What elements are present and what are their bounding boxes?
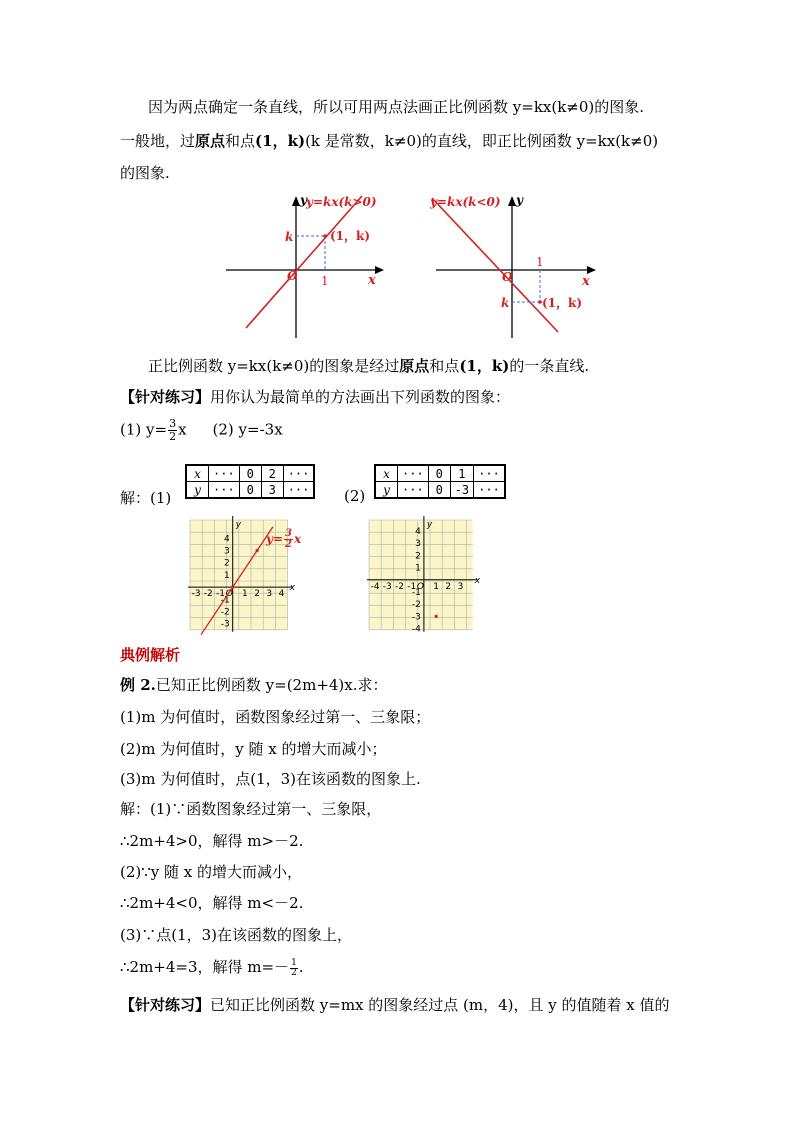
summary-text: 和点 (429, 357, 460, 375)
k-label: k (501, 296, 510, 310)
fraction-den: 2 (169, 430, 177, 443)
x-axis-label: x (474, 575, 481, 586)
x-label: x (368, 273, 376, 288)
table-cell: 3 (261, 482, 283, 499)
x-axis-arrow (375, 266, 384, 274)
table-row-x (186, 465, 314, 482)
x-axis-arrow (587, 266, 596, 274)
y-label-left: y (300, 193, 307, 207)
solution-s6 (120, 956, 304, 978)
x-tick-label: 2 (254, 589, 260, 600)
solution-s6-text: ∴2m+4=3，解得 m=－ (120, 958, 290, 976)
x-axis-label: x (289, 583, 295, 594)
y-tick-label: 1 (415, 563, 421, 574)
grid-graph-2 (362, 517, 481, 635)
table-row-y (375, 482, 505, 499)
function-line (246, 196, 362, 328)
table-cell: 0 (239, 465, 261, 482)
table-cell: ··· (209, 465, 240, 482)
point-label: (1，k) (330, 229, 371, 243)
y-axis-label: y (235, 520, 242, 530)
y-axis-label: y (426, 520, 433, 530)
table-cell: ··· (474, 482, 505, 499)
point-1-k (323, 234, 327, 238)
practice-1-line (120, 386, 510, 407)
plotted-point (231, 586, 234, 589)
intro-line-2 (120, 130, 658, 151)
x-label: x (582, 274, 590, 289)
table-cell: ··· (474, 465, 505, 482)
solution-s2: ∴2m+4>0，解得 m>－2. (120, 832, 304, 850)
solution-s1: 解：(1)∵函数图象经过第一、三象限， (120, 800, 382, 818)
value-table-2 (374, 464, 506, 499)
table-cell: 0 (428, 482, 450, 499)
table-cell: 0 (428, 465, 450, 482)
plotted-point (435, 615, 438, 618)
table-cell: -3 (450, 482, 473, 499)
y-axis-arrow (508, 196, 516, 206)
table-cell: x (186, 465, 209, 482)
table-cell: ··· (283, 465, 314, 482)
fn-den: 2 (285, 539, 292, 550)
solution-s5: (3)∵点(1，3)在该函数的图象上， (120, 926, 353, 944)
y-tick-label: 2 (415, 551, 421, 562)
origin-label: O (225, 589, 233, 600)
practice-tag: 【针对练习】 (120, 996, 211, 1014)
function-label: y=kx(k<0) (430, 195, 501, 209)
x-tick-label: -1 (407, 581, 417, 592)
fraction-num: 3 (169, 417, 177, 430)
intro-line-1: 因为两点确定一条直线，所以可用两点法画正比例函数 y=kx(k≠0)的图象. (148, 98, 645, 116)
practice-2-line (120, 994, 670, 1015)
one-label: 1 (536, 255, 544, 269)
y-tick-label: 4 (223, 534, 230, 545)
graph-k-negative (426, 188, 602, 340)
example-q1: (1)m 为何值时，函数图象经过第一、三象限； (120, 708, 431, 726)
x-tick-label: 1 (242, 589, 248, 600)
y-tick-label: 4 (415, 526, 421, 537)
solution-1-label: 解：(1) (120, 489, 172, 507)
y-tick-label: 3 (223, 546, 230, 557)
fraction-den: 2 (291, 967, 297, 978)
value-table-1 (185, 464, 315, 499)
x-tick-label: 2 (445, 581, 452, 592)
y-tick-label: 2 (223, 558, 230, 569)
summary-line (148, 355, 589, 376)
summary-bold-point: (1，k) (459, 357, 510, 375)
intro-line-3: 的图象. (120, 164, 170, 182)
y-tick-label: 3 (415, 539, 421, 550)
question-1-x: x (178, 420, 187, 439)
example-title (120, 674, 388, 695)
table-row-y (186, 482, 314, 499)
origin-label: O (502, 270, 513, 284)
fn-prefix: y= (266, 532, 284, 546)
x-tick-label: 4 (278, 589, 285, 600)
one-label: 1 (321, 274, 329, 288)
table-cell: ··· (398, 482, 429, 499)
k-label: k (285, 230, 294, 244)
table-cell: x (375, 465, 398, 482)
fn-fraction (284, 529, 293, 550)
table-cell: ··· (283, 482, 314, 499)
solution-2-label: (2) (344, 487, 366, 505)
table-cell: 2 (261, 465, 283, 482)
point-label: (1，k) (542, 296, 583, 310)
table-cell: y (186, 482, 209, 499)
summary-bold-origin: 原点 (399, 357, 430, 375)
x-tick-label: -2 (395, 581, 404, 592)
fn-suffix: x (294, 532, 302, 546)
y-tick-label: -1 (411, 587, 421, 598)
y-tick-label: -2 (411, 600, 421, 611)
x-tick-label: 3 (266, 589, 273, 600)
plotted-point (256, 549, 259, 552)
practice-1-questions (120, 418, 283, 443)
intro-text: 和点 (225, 132, 256, 150)
intro-text: 一般地，过 (120, 132, 196, 150)
practice-text: 已知正比例函数 y=mx 的图象经过点 (m，4)，且 y 的值随着 x 值的 (210, 996, 670, 1014)
table-cell: y (375, 482, 398, 499)
y-tick-label: -4 (411, 624, 421, 635)
value-table (185, 464, 315, 499)
origin-label: O (416, 581, 424, 592)
practice-tag: 【针对练习】 (120, 388, 211, 406)
example-q2: (2)m 为何值时，y 随 x 的增大而减小； (120, 740, 387, 758)
origin-label: O (287, 269, 298, 283)
table-cell: 1 (450, 465, 473, 482)
table-cell: 0 (239, 482, 261, 499)
x-tick-label: -3 (191, 589, 201, 600)
y-tick-label: -3 (220, 619, 230, 630)
function-label: y=kx(k>0) (306, 195, 377, 209)
x-tick-label: -2 (203, 589, 213, 600)
summary-text: 正比例函数 y=kx(k≠0)的图象是经过 (148, 357, 400, 375)
fraction-one-half (290, 959, 298, 978)
y-tick-label: -1 (220, 595, 230, 606)
y-axis-arrow (292, 196, 300, 206)
intro-text: (k 是常数，k≠0)的直线，即正比例函数 y=kx(k≠0) (305, 132, 659, 150)
fraction-num: 1 (291, 957, 297, 968)
table-cell: ··· (398, 465, 429, 482)
x-tick-label: 1 (433, 581, 439, 592)
solution-s6-end: . (298, 958, 304, 976)
example-text: 已知正比例函数 y=(2m+4)x.求： (155, 676, 388, 694)
section-heading: 典例解析 (120, 646, 181, 664)
graph-k-positive (222, 188, 392, 340)
x-tick-label: -1 (216, 589, 225, 600)
table-cell: ··· (209, 482, 240, 499)
practice-text: 用你认为最简单的方法画出下列函数的图象： (210, 388, 511, 406)
solution-s4: ∴2m+4<0，解得 m<－2. (120, 894, 304, 912)
x-tick-label: -3 (382, 581, 392, 592)
y-tick-label: -3 (411, 612, 421, 623)
y-tick-label: -2 (220, 607, 230, 618)
fn-num: 3 (285, 528, 292, 539)
y-tick-label: 1 (223, 570, 230, 581)
example-number: 例 2. (120, 676, 156, 694)
question-1: (1) y= (120, 420, 168, 439)
x-tick-label: 3 (457, 581, 464, 592)
x-tick-label: -4 (370, 581, 380, 592)
example-q3: (3)m 为何值时，点(1，3)在该函数的图象上. (120, 770, 421, 788)
y-label-right: y (516, 193, 523, 207)
fraction-three-halves (168, 418, 177, 443)
grid1-function-label (266, 529, 301, 550)
question-2: (2) y=-3x (212, 420, 283, 439)
intro-bold-origin: 原点 (195, 132, 226, 150)
value-table (374, 464, 506, 499)
intro-bold-point: (1，k) (255, 132, 306, 150)
table-row-x (375, 465, 505, 482)
summary-text: 的一条直线. (509, 357, 590, 375)
solution-s3: (2)∵y 随 x 的增大而减小， (120, 863, 303, 881)
